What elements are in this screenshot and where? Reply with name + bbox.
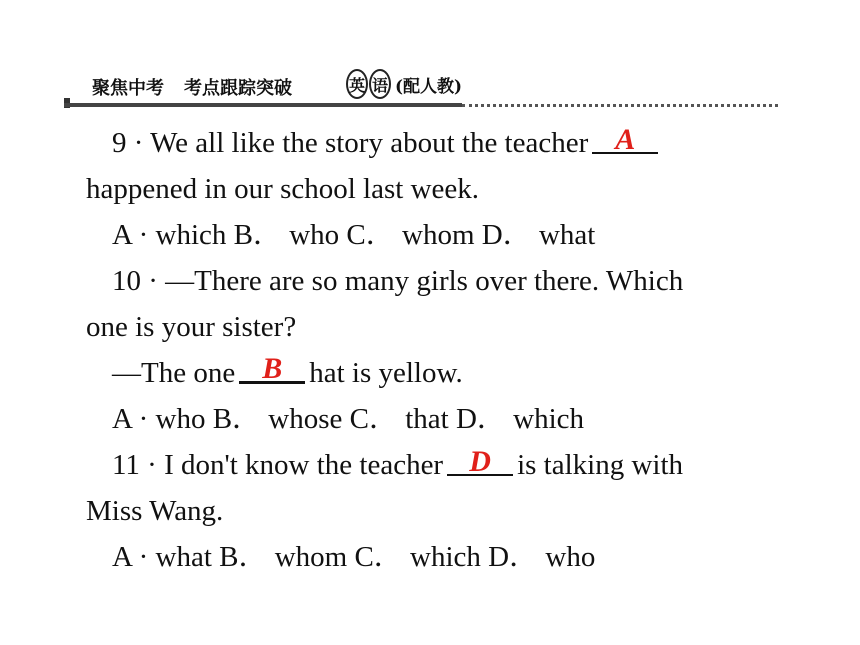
header-solid-rule [64, 103, 462, 107]
answer-11: D [469, 445, 491, 478]
page-header [0, 0, 860, 110]
header-subject [346, 66, 462, 102]
subject-char-english: 英 [346, 69, 368, 99]
answer-blank-10 [239, 351, 305, 384]
question-11-line2: Miss Wang. [86, 495, 224, 527]
answer-blank-9 [592, 122, 658, 154]
question-9-stem: 9 · We all like the story about the teacher [112, 127, 589, 159]
question-10-line2: one is your sister? [86, 311, 297, 343]
answer-10: B [262, 352, 283, 385]
subject-edition: (配人教) [395, 76, 463, 97]
answer-9: A [615, 123, 636, 156]
header-series: 聚焦中考 [92, 78, 164, 99]
question-10-reply: —The one [112, 357, 236, 389]
question-11-stem-after: is talking with [517, 449, 684, 481]
header-dotted-rule [462, 104, 778, 107]
question-9-line2: happened in our school last week. [86, 173, 480, 205]
question-content [86, 120, 786, 580]
question-10-line1: 10 · —There are so many girls over there. Which [112, 265, 684, 297]
question-9-line1 [86, 120, 786, 166]
question-10-line3 [86, 350, 786, 396]
question-11-options: A · what B． whom C． which D． who [112, 541, 596, 573]
question-9-options: A · which B． who C． whom D． what [112, 219, 596, 251]
question-10-options: A · who B． whose C． that D． which [112, 403, 585, 435]
question-11-stem: 11 · I don't know the teacher [112, 449, 444, 481]
question-10-reply-after: hat is yellow. [309, 357, 463, 389]
answer-blank-11 [447, 444, 513, 476]
subject-char-language: 语 [369, 69, 391, 99]
question-11-line1 [86, 442, 786, 488]
header-title: 考点跟踪突破 [184, 78, 292, 99]
